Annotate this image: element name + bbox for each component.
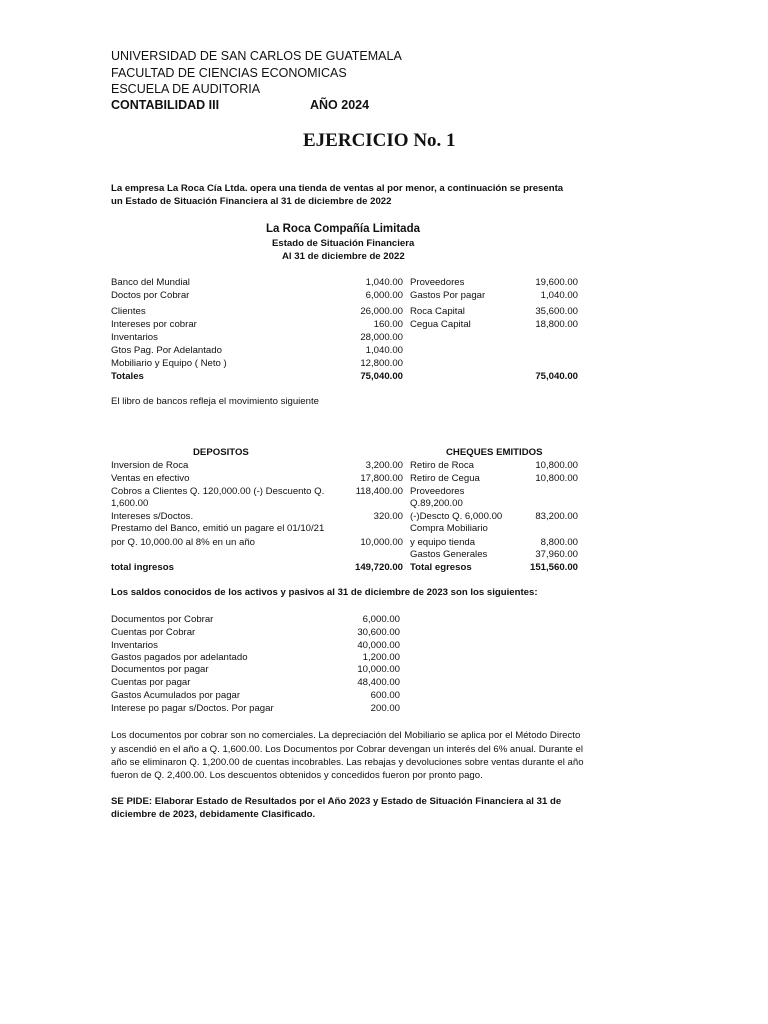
total-egresos: 151,560.00 <box>529 562 578 573</box>
deposit-label-continued: 1,600.00 <box>111 498 149 509</box>
asset-label: Banco del Mundial <box>111 277 190 288</box>
checks-heading: CHEQUES EMITIDOS <box>446 447 543 458</box>
check-label-continued: Q.89,200.00 <box>410 498 463 509</box>
bank-note: El libro de bancos refleja el movimiento siguiente <box>111 396 319 407</box>
deposit-amount: 3,200.00 <box>365 460 403 471</box>
check-label: Retiro de Cegua <box>410 473 480 484</box>
deposits-heading: DEPOSITOS <box>193 447 249 458</box>
deposit-label: Inversion de Roca <box>111 460 189 471</box>
liability-label: Gastos Por pagar <box>410 290 486 301</box>
liability-label: Cegua Capital <box>410 319 471 330</box>
deposit-amount: 10,000.00 <box>360 537 403 548</box>
balance-2023-label: Documentos por Cobrar <box>111 614 214 625</box>
total-ingresos-label: total ingresos <box>111 562 174 573</box>
balance-2023-label: Cuentas por Cobrar <box>111 627 196 638</box>
balance-2023-label: Gastos Acumulados por pagar <box>111 690 241 701</box>
totals-label: Totales <box>111 371 144 382</box>
liability-amount: 19,600.00 <box>535 277 578 288</box>
balance-2023-label: Gastos pagados por adelantado <box>111 652 248 663</box>
course-name: CONTABILIDAD III <box>111 98 220 112</box>
liability-amount: 18,800.00 <box>535 319 578 330</box>
check-label: Retiro de Roca <box>410 460 474 471</box>
deposit-amount: 118,400.00 <box>355 486 403 497</box>
asset-amount: 26,000.00 <box>360 306 403 317</box>
total-egresos-label: Total egresos <box>410 562 472 573</box>
balance-2023-label: Inventarios <box>111 640 158 651</box>
deposit-label: Prestamo del Banco, emitió un pagare el 01/10/21 <box>111 523 325 534</box>
check-label: y equipo tienda <box>410 537 476 548</box>
balance-2023-amount: 30,600.00 <box>357 627 400 638</box>
asset-label: Intereses por cobrar <box>111 319 197 330</box>
asset-amount: 1,040.00 <box>365 277 403 288</box>
asset-label: Mobiliario y Equipo ( Neto ) <box>111 358 227 369</box>
asset-amount: 6,000.00 <box>365 290 403 301</box>
balance-2023-amount: 6,000.00 <box>362 614 400 625</box>
check-amount: 10,800.00 <box>535 473 578 484</box>
statement-name: Estado de Situación Financiera <box>272 238 415 249</box>
notes-line: y ascendió en el año a Q. 1,600.00. Los Documentos por Cobrar devengan un interés del 6% anual. Durante el <box>111 744 583 755</box>
school-name: ESCUELA DE AUDITORIA <box>111 82 261 96</box>
check-label: Gastos Generales <box>410 549 488 560</box>
requirement-line-2: diciembre de 2023, debidamente Clasificado. <box>111 809 316 820</box>
deposit-amount: 17,800.00 <box>360 473 403 484</box>
liability-label: Proveedores <box>410 277 465 288</box>
check-label: Proveedores <box>410 486 465 497</box>
balance-2023-label: Documentos por pagar <box>111 664 209 675</box>
course-year: AÑO 2024 <box>310 98 370 112</box>
university-name: UNIVERSIDAD DE SAN CARLOS DE GUATEMALA <box>111 49 402 63</box>
liability-amount: 35,600.00 <box>535 306 578 317</box>
deposit-label: Intereses s/Doctos. <box>111 511 194 522</box>
deposit-label: Ventas en efectivo <box>111 473 190 484</box>
faculty-name: FACULTAD DE CIENCIAS ECONOMICAS <box>111 66 347 80</box>
intro-line-2: un Estado de Situación Financiera al 31 de diciembre de 2022 <box>111 196 392 207</box>
total-liabilities: 75,040.00 <box>535 371 578 382</box>
check-amount: 37,960.00 <box>535 549 578 560</box>
check-amount: 8,800.00 <box>540 537 578 548</box>
statement-date: Al 31 de diciembre de 2022 <box>282 251 405 262</box>
asset-amount: 160.00 <box>373 319 403 330</box>
deposit-label: Cobros a Clientes Q. 120,000.00 (-) Descuento Q. <box>111 486 325 497</box>
asset-label: Doctos por Cobrar <box>111 290 190 301</box>
asset-amount: 12,800.00 <box>360 358 403 369</box>
deposit-label: por Q. 10,000.00 al 8% en un año <box>111 537 256 548</box>
notes-line: Los documentos por cobrar son no comerciales. La depreciación del Mobiliario se aplica por el Método Directo <box>111 730 581 741</box>
asset-amount: 28,000.00 <box>360 332 403 343</box>
asset-label: Inventarios <box>111 332 158 343</box>
liability-amount: 1,040.00 <box>540 290 578 301</box>
intro-line-1: La empresa La Roca Cía Ltda. opera una tienda de ventas al por menor, a continuación se presenta <box>111 183 564 194</box>
asset-amount: 1,040.00 <box>365 345 403 356</box>
balance-2023-label: Interese po pagar s/Doctos. Por pagar <box>111 703 274 714</box>
check-label: (-)Descto Q. 6,000.00 <box>410 511 503 522</box>
deposit-amount: 320.00 <box>373 511 403 522</box>
company-name: La Roca Compañía Limitada <box>266 223 421 235</box>
check-amount: 10,800.00 <box>535 460 578 471</box>
balance-2023-amount: 1,200.00 <box>362 652 400 663</box>
liability-label: Roca Capital <box>410 306 465 317</box>
asset-label: Clientes <box>111 306 146 317</box>
balance-2023-amount: 40,000.00 <box>357 640 400 651</box>
total-ingresos: 149,720.00 <box>354 562 403 573</box>
notes-line: año se eliminaron Q. 1,200.00 de cuentas incobrables. Las rebajas y devoluciones sobre ventas durante el año <box>111 757 584 768</box>
balances-2023-heading: Los saldos conocidos de los activos y pasivos al 31 de diciembre de 2023 son los siguientes: <box>111 587 538 598</box>
total-assets: 75,040.00 <box>360 371 403 382</box>
balance-2023-amount: 200.00 <box>370 703 400 714</box>
balance-2023-amount: 10,000.00 <box>357 664 400 675</box>
requirement-line-1: SE PIDE: Elaborar Estado de Resultados por el Año 2023 y Estado de Situación Financiera al 31 de <box>111 796 562 807</box>
check-amount: 83,200.00 <box>535 511 578 522</box>
check-label: Compra Mobiliario <box>410 523 488 534</box>
balance-2023-amount: 48,400.00 <box>357 677 400 688</box>
notes-line: fueron de Q. 2,400.00. Los descuentos obtenidos y concedidos fueron por pronto pago. <box>111 770 483 781</box>
exercise-title: EJERCICIO No. 1 <box>303 130 456 151</box>
balance-2023-amount: 600.00 <box>370 690 400 701</box>
balance-2023-label: Cuentas por pagar <box>111 677 191 688</box>
asset-label: Gtos Pag. Por Adelantado <box>111 345 222 356</box>
